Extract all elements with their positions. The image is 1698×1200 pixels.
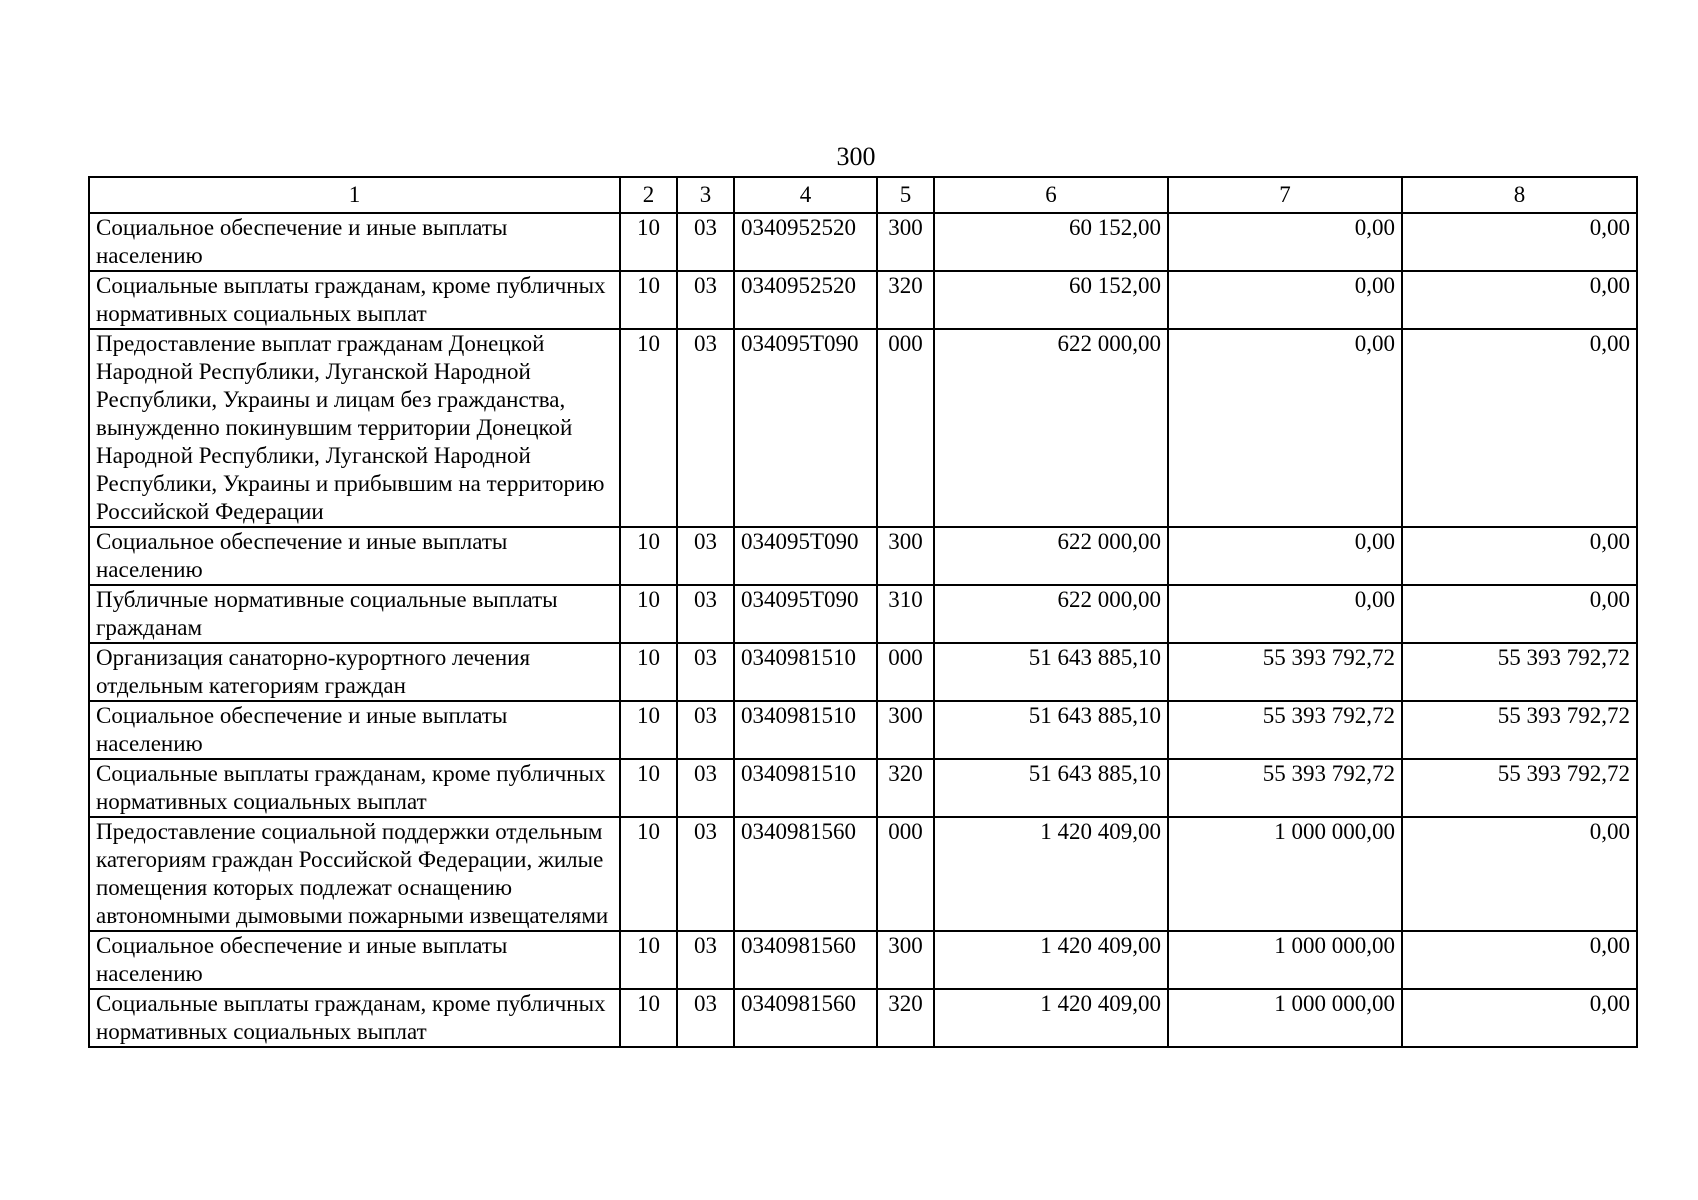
expense-type-code: 000 (877, 643, 934, 701)
row-name: Социальное обеспечение и иные выплаты населению (89, 701, 620, 759)
amount-col-6: 622 000,00 (934, 527, 1168, 585)
amount-col-8: 55 393 792,72 (1402, 759, 1637, 817)
subsection-code: 03 (677, 989, 734, 1047)
subsection-code: 03 (677, 931, 734, 989)
header-row (89, 177, 1637, 213)
column-header: 6 (934, 177, 1168, 213)
column-header: 1 (89, 177, 620, 213)
amount-col-6: 60 152,00 (934, 213, 1168, 271)
amount-col-6: 1 420 409,00 (934, 817, 1168, 931)
amount-col-6: 1 420 409,00 (934, 989, 1168, 1047)
table-row (89, 213, 1637, 271)
expense-type-code: 320 (877, 989, 934, 1047)
amount-col-7: 55 393 792,72 (1168, 643, 1402, 701)
amount-col-6: 51 643 885,10 (934, 643, 1168, 701)
amount-col-7: 0,00 (1168, 585, 1402, 643)
row-name: Социальные выплаты гражданам, кроме публичных нормативных социальных выплат (89, 989, 620, 1047)
target-article-code: 0340952520 (734, 271, 877, 329)
row-name: Социальное обеспечение и иные выплаты населению (89, 527, 620, 585)
column-header: 8 (1402, 177, 1637, 213)
expense-type-code: 310 (877, 585, 934, 643)
subsection-code: 03 (677, 817, 734, 931)
target-article-code: 0340952520 (734, 213, 877, 271)
section-code: 10 (620, 329, 677, 527)
amount-col-8: 55 393 792,72 (1402, 643, 1637, 701)
amount-col-8: 0,00 (1402, 271, 1637, 329)
amount-col-6: 51 643 885,10 (934, 701, 1168, 759)
subsection-code: 03 (677, 643, 734, 701)
amount-col-8: 0,00 (1402, 989, 1637, 1047)
column-header: 5 (877, 177, 934, 213)
section-code: 10 (620, 585, 677, 643)
amount-col-8: 0,00 (1402, 931, 1637, 989)
row-name: Социальные выплаты гражданам, кроме публичных нормативных социальных выплат (89, 271, 620, 329)
target-article-code: 0340981510 (734, 759, 877, 817)
section-code: 10 (620, 213, 677, 271)
amount-col-7: 1 000 000,00 (1168, 817, 1402, 931)
column-header: 4 (734, 177, 877, 213)
amount-col-7: 0,00 (1168, 527, 1402, 585)
amount-col-7: 1 000 000,00 (1168, 931, 1402, 989)
amount-col-7: 1 000 000,00 (1168, 989, 1402, 1047)
row-name: Предоставление выплат гражданам Донецкой Народной Республики, Луганской Народной Республики, Украины и лицам без гражданства, вынужденно покинувшим территории Донецкой Народной Республики, Луганской Народной Республики, Украины и прибывшим на территорию Российской Федерации (89, 329, 620, 527)
table-row (89, 643, 1637, 701)
amount-col-7: 55 393 792,72 (1168, 759, 1402, 817)
expense-type-code: 000 (877, 817, 934, 931)
amount-col-8: 0,00 (1402, 213, 1637, 271)
amount-col-6: 622 000,00 (934, 329, 1168, 527)
amount-col-6: 60 152,00 (934, 271, 1168, 329)
section-code: 10 (620, 643, 677, 701)
target-article-code: 0340981510 (734, 701, 877, 759)
subsection-code: 03 (677, 701, 734, 759)
target-article-code: 0340981510 (734, 643, 877, 701)
expense-type-code: 000 (877, 329, 934, 527)
expense-type-code: 300 (877, 213, 934, 271)
column-header: 2 (620, 177, 677, 213)
target-article-code: 0340981560 (734, 817, 877, 931)
subsection-code: 03 (677, 585, 734, 643)
subsection-code: 03 (677, 527, 734, 585)
row-name: Публичные нормативные социальные выплаты гражданам (89, 585, 620, 643)
column-header: 7 (1168, 177, 1402, 213)
row-name: Предоставление социальной поддержки отдельным категориям граждан Российской Федерации, жилые помещения которых подлежат оснащению автономными дымовыми пожарными извещателями (89, 817, 620, 931)
subsection-code: 03 (677, 759, 734, 817)
target-article-code: 034095T090 (734, 329, 877, 527)
section-code: 10 (620, 989, 677, 1047)
table-row (89, 527, 1637, 585)
target-article-code: 0340981560 (734, 931, 877, 989)
row-name: Социальные выплаты гражданам, кроме публичных нормативных социальных выплат (89, 759, 620, 817)
row-name: Социальное обеспечение и иные выплаты населению (89, 213, 620, 271)
amount-col-8: 0,00 (1402, 585, 1637, 643)
page-number: 300 (836, 142, 876, 171)
amount-col-6: 1 420 409,00 (934, 931, 1168, 989)
section-code: 10 (620, 527, 677, 585)
row-name: Организация санаторно-курортного лечения отдельным категориям граждан (89, 643, 620, 701)
section-code: 10 (620, 817, 677, 931)
section-code: 10 (620, 271, 677, 329)
section-code: 10 (620, 701, 677, 759)
table-row (89, 585, 1637, 643)
row-name: Социальное обеспечение и иные выплаты населению (89, 931, 620, 989)
target-article-code: 034095T090 (734, 585, 877, 643)
expense-type-code: 320 (877, 271, 934, 329)
table-row (89, 989, 1637, 1047)
table-row (89, 931, 1637, 989)
section-code: 10 (620, 759, 677, 817)
expense-type-code: 300 (877, 931, 934, 989)
table-row (89, 329, 1637, 527)
column-header: 3 (677, 177, 734, 213)
expense-type-code: 320 (877, 759, 934, 817)
table-row (89, 817, 1637, 931)
target-article-code: 034095T090 (734, 527, 877, 585)
table-row (89, 271, 1637, 329)
amount-col-6: 622 000,00 (934, 585, 1168, 643)
amount-col-8: 55 393 792,72 (1402, 701, 1637, 759)
amount-col-8: 0,00 (1402, 817, 1637, 931)
budget-table (88, 176, 1638, 1048)
expense-type-code: 300 (877, 527, 934, 585)
amount-col-7: 0,00 (1168, 271, 1402, 329)
table-row (89, 701, 1637, 759)
subsection-code: 03 (677, 213, 734, 271)
amount-col-8: 0,00 (1402, 527, 1637, 585)
section-code: 10 (620, 931, 677, 989)
amount-col-7: 55 393 792,72 (1168, 701, 1402, 759)
amount-col-7: 0,00 (1168, 329, 1402, 527)
expense-type-code: 300 (877, 701, 934, 759)
subsection-code: 03 (677, 329, 734, 527)
subsection-code: 03 (677, 271, 734, 329)
target-article-code: 0340981560 (734, 989, 877, 1047)
amount-col-8: 0,00 (1402, 329, 1637, 527)
amount-col-6: 51 643 885,10 (934, 759, 1168, 817)
table-row (89, 759, 1637, 817)
amount-col-7: 0,00 (1168, 213, 1402, 271)
